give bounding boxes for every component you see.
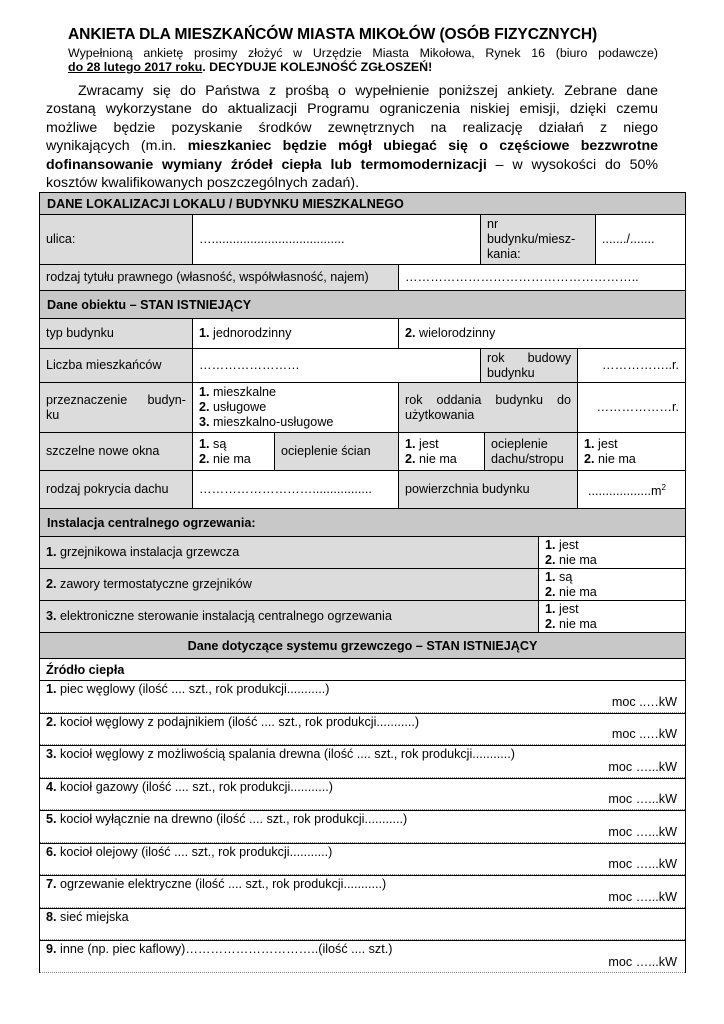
- building-area-field[interactable]: [577, 471, 685, 508]
- item-number: 3.: [46, 609, 57, 623]
- roof-insulation-label-text: dachu/stropu: [491, 451, 564, 466]
- option-no[interactable]: [545, 585, 679, 600]
- intro-bold: dofinansowanie wymiany źródeł ciepła lub termomodernizacji: [46, 156, 487, 173]
- heating-item-label: [40, 569, 538, 600]
- option-number: 1.: [545, 569, 556, 584]
- purpose-label: [40, 383, 192, 432]
- area-unit-superscript: 2: [661, 482, 666, 492]
- item-number: 6.: [46, 844, 57, 859]
- heat-source-label: [46, 715, 419, 729]
- item-text: kocioł węglowy z możliwością spalania drewna (ilość .... szt., rok produkcji...........): [60, 747, 515, 761]
- option-number: 1.: [545, 601, 556, 616]
- intro-text: wynikających (m.in.: [46, 138, 188, 155]
- item-text: inne (np. piec kaflowy)…………………………..(ilość .... szt.): [60, 942, 393, 956]
- street-row: [40, 214, 685, 264]
- intro-line: kosztów kwalifikowanych poszczególnych zadań).: [46, 175, 360, 192]
- option-number: 2.: [545, 552, 556, 567]
- option-number: 3.: [199, 415, 210, 429]
- item-number: 1.: [46, 682, 57, 696]
- option-yes[interactable]: [545, 538, 679, 553]
- deadline-note: . DECYDUJE KOLEJNOŚĆ ZGŁOSZEŃ!: [202, 60, 433, 74]
- roof-area-row: [40, 470, 685, 508]
- heat-source-row: [40, 940, 685, 973]
- roof-covering-field[interactable]: ……………………….................: [192, 471, 398, 508]
- building-type-label: typ budynku: [40, 319, 192, 348]
- power-field[interactable]: moc ..…kW: [611, 727, 677, 741]
- deadline-line: [68, 60, 658, 74]
- option-label: nie ma: [559, 552, 597, 567]
- intro-text: – w wysokości do 50%: [486, 156, 658, 173]
- power-field[interactable]: moc …...kW: [608, 792, 677, 806]
- build-year-field[interactable]: ……………..r.: [577, 349, 685, 382]
- roof-covering-label: rodzaj pokrycia dachu: [40, 471, 192, 508]
- heating-item-row: [40, 600, 685, 632]
- intro-line: zostaną wykorzystane do aktualizacji Programu ograniczenia niskiej emisji, dzięki czemu: [46, 101, 658, 118]
- item-text: kocioł wyłącznie na drewno (ilość .... szt., rok produkcji...........): [60, 812, 408, 826]
- heat-source-list: [40, 680, 685, 973]
- power-field[interactable]: moc …...kW: [608, 759, 677, 774]
- heat-source-label: [46, 877, 386, 891]
- heating-item-label: [40, 601, 538, 632]
- roof-insulation-label-text: ocieplenie: [491, 436, 548, 451]
- purpose-option[interactable]: [199, 415, 392, 430]
- building-type-option-2[interactable]: [398, 319, 685, 348]
- windows-walls-row: [40, 432, 685, 470]
- windows-yes[interactable]: [199, 437, 268, 452]
- heating-item-row: [40, 568, 685, 600]
- item-number: 2.: [46, 714, 57, 729]
- heat-source-header: Źródło ciepła: [40, 658, 685, 680]
- walls-no[interactable]: [405, 452, 478, 467]
- building-number-label: [480, 215, 595, 264]
- heat-source-row: [40, 843, 685, 876]
- purpose-label-text: przeznaczenie budyn-: [46, 392, 186, 407]
- purpose-options: [192, 383, 398, 432]
- option-label: jest: [598, 436, 618, 451]
- option-label: nie ma: [598, 451, 636, 466]
- submission-info: Wypełnioną ankietę prosimy złożyć w Urzędzie Miasta Mikołowa, Rynek 16 (biuro podawcze): [68, 46, 658, 60]
- option-label: nie ma: [559, 616, 597, 631]
- option-label: mieszkalno-usługowe: [213, 415, 334, 429]
- option-number: 1.: [405, 436, 416, 451]
- build-year-label-text: rok budowy: [487, 350, 571, 365]
- purpose-option[interactable]: [199, 385, 392, 400]
- heat-source-row: [40, 745, 685, 778]
- option-number: 1.: [199, 436, 210, 451]
- heating-item-row: [40, 536, 685, 568]
- walls-label: ocieplenie ścian: [274, 433, 398, 470]
- option-label: mieszkalne: [213, 385, 277, 399]
- section-header-object: Dane obiektu – STAN ISTNIEJĄCY: [40, 290, 685, 318]
- item-number: 9.: [46, 942, 57, 956]
- intro-line: Zwracamy się do Państwa z prośbą o wypełnienie poniższej ankiety. Zebrane dane: [78, 83, 658, 99]
- building-number-label-text: nr: [487, 216, 499, 231]
- item-number: 5.: [46, 812, 57, 826]
- form-header: [68, 26, 658, 74]
- purpose-row: [40, 382, 685, 432]
- item-text: kocioł olejowy (ilość .... szt., rok produkcji...........): [60, 844, 333, 859]
- option-number: 2.: [199, 451, 210, 466]
- building-area-value: ..................m: [588, 484, 662, 499]
- item-text: piec węglowy (ilość .... szt., rok produkcji...........): [60, 682, 330, 696]
- building-number-field[interactable]: ......./.......: [595, 215, 685, 264]
- option-number: 1.: [199, 326, 210, 340]
- build-year-label: [480, 349, 577, 382]
- item-number: 8.: [46, 909, 57, 924]
- handover-label-text: użytkowania: [405, 407, 475, 422]
- building-type-option-1[interactable]: [192, 319, 398, 348]
- option-number: 2.: [405, 326, 416, 340]
- windows-label: szczelne nowe okna: [40, 433, 192, 470]
- option-number: 1.: [545, 537, 556, 552]
- option-number: 2.: [199, 400, 210, 414]
- option-label: nie ma: [559, 584, 597, 599]
- heat-source-label: [46, 682, 329, 696]
- section-header-system: Dane dotyczące systemu grzewczego – STAN ISTNIEJĄCY: [40, 632, 685, 658]
- item-text: elektroniczne sterowanie instalacją centralnego ogrzewania: [60, 609, 392, 623]
- section-header-heating: Instalacja centralnego ogrzewania:: [40, 508, 685, 536]
- item-number: 2.: [46, 577, 57, 591]
- power-field[interactable]: moc ..…kW: [611, 694, 677, 709]
- purpose-option[interactable]: [199, 400, 392, 415]
- intro-bold: mieszkaniec będzie mógł ubiegać się o częściowe bezzwrotne: [187, 138, 658, 155]
- heating-item-options: [538, 537, 685, 568]
- option-number: 1.: [199, 385, 210, 399]
- item-text: ogrzewanie elektryczne (ilość .... szt., rok produkcji...........): [60, 877, 387, 891]
- purpose-label-text: ku: [46, 407, 60, 422]
- option-label: wielorodzinny: [419, 326, 496, 340]
- option-number: 2.: [545, 584, 556, 599]
- option-number: 2.: [545, 616, 556, 631]
- heat-source-label: [46, 942, 392, 956]
- option-label: jednorodzinny: [213, 326, 292, 340]
- handover-label-text: rok oddania budynku do: [405, 392, 571, 407]
- option-yes[interactable]: [545, 570, 679, 585]
- heating-item-label: [40, 537, 538, 568]
- walls-yes[interactable]: [405, 437, 478, 452]
- windows-no[interactable]: [199, 452, 268, 467]
- handover-year-label: [398, 383, 577, 432]
- heat-source-label: [46, 845, 332, 859]
- item-number: 3.: [46, 747, 57, 761]
- item-text: kocioł węglowy z podajnikiem (ilość .... szt., rok produkcji...........): [60, 714, 420, 729]
- item-number: 1.: [46, 545, 57, 559]
- item-text: kocioł gazowy (ilość .... szt., rok produkcji...........): [60, 779, 333, 794]
- heat-source-label: [46, 910, 129, 924]
- form-title: ANKIETA DLA MIESZKAŃCÓW MIASTA MIKOŁÓW (OSÓB FIZYCZNYCH): [68, 26, 598, 43]
- roof-insulation-yes[interactable]: [584, 437, 679, 452]
- option-label: nie ma: [213, 451, 251, 466]
- building-area-label: powierzchnia budynku: [398, 471, 577, 508]
- heat-source-row: [40, 810, 685, 843]
- survey-form: [39, 192, 686, 973]
- heat-source-row: [40, 875, 685, 908]
- item-text: grzejnikowa instalacja grzewcza: [60, 545, 240, 559]
- option-number: 2.: [584, 451, 595, 466]
- building-number-label-text: budynku/miesz-: [487, 231, 576, 246]
- option-no[interactable]: [545, 553, 679, 568]
- power-field[interactable]: moc …...kW: [608, 889, 677, 904]
- building-type-row: [40, 318, 685, 348]
- roof-insulation-no[interactable]: [584, 452, 679, 467]
- option-label: jest: [559, 601, 579, 616]
- heat-source-row: [40, 778, 685, 811]
- option-no[interactable]: [545, 617, 679, 632]
- roof-insulation-options: [577, 433, 685, 470]
- item-text: sieć miejska: [60, 909, 129, 924]
- windows-options: [192, 433, 274, 470]
- option-label: są: [213, 436, 227, 451]
- intro-line: [46, 156, 658, 174]
- option-label: nie ma: [419, 451, 457, 466]
- option-number: 1.: [584, 436, 595, 451]
- power-field[interactable]: moc …...kW: [608, 824, 677, 839]
- heat-source-label: [46, 747, 515, 761]
- item-number: 4.: [46, 779, 57, 794]
- option-label: jest: [419, 436, 439, 451]
- build-year-label-text: budynku: [487, 365, 535, 380]
- legal-title-field[interactable]: ………………………………………………..: [398, 265, 685, 290]
- handover-year-field[interactable]: ………………r.: [577, 383, 685, 432]
- residents-field[interactable]: ……………………: [192, 349, 480, 382]
- heating-item-options: [538, 569, 685, 600]
- street-field[interactable]: …......................................: [192, 215, 480, 264]
- legal-title-row: [40, 264, 685, 290]
- heating-item-options: [538, 601, 685, 632]
- intro-paragraph: [46, 82, 658, 192]
- residents-row: [40, 348, 685, 382]
- heat-source-label: [46, 780, 333, 794]
- option-yes[interactable]: [545, 602, 679, 617]
- intro-line: [46, 137, 658, 155]
- walls-options: [398, 433, 484, 470]
- heat-source-row: [40, 680, 685, 713]
- heat-source-label: [46, 812, 407, 826]
- option-label: usługowe: [213, 400, 267, 414]
- residents-label: Liczba mieszkańców: [40, 349, 192, 382]
- heat-source-row: [40, 908, 685, 941]
- roof-insulation-label: [484, 433, 577, 470]
- power-field[interactable]: moc …...kW: [608, 857, 677, 871]
- power-field[interactable]: moc …...kW: [608, 954, 677, 969]
- legal-title-label: rodzaj tytułu prawnego (własność, współwłasność, najem): [40, 265, 398, 290]
- item-number: 7.: [46, 877, 57, 891]
- deadline-date: do 28 lutego 2017 roku: [68, 60, 203, 74]
- building-number-label-text: kania:: [487, 246, 521, 261]
- option-label: jest: [559, 537, 579, 552]
- intro-line: możliwe będzie pozyskanie środków zewnętrznych na realizację działań z niego: [46, 119, 658, 136]
- option-label: są: [559, 569, 573, 584]
- heat-source-row: [40, 713, 685, 746]
- option-number: 2.: [405, 451, 416, 466]
- item-text: zawory termostatyczne grzejników: [60, 577, 252, 591]
- street-label: ulica:: [40, 215, 192, 264]
- section-header-location: DANE LOKALIZACJI LOKALU / BUDYNKU MIESZKALNEGO: [40, 192, 685, 214]
